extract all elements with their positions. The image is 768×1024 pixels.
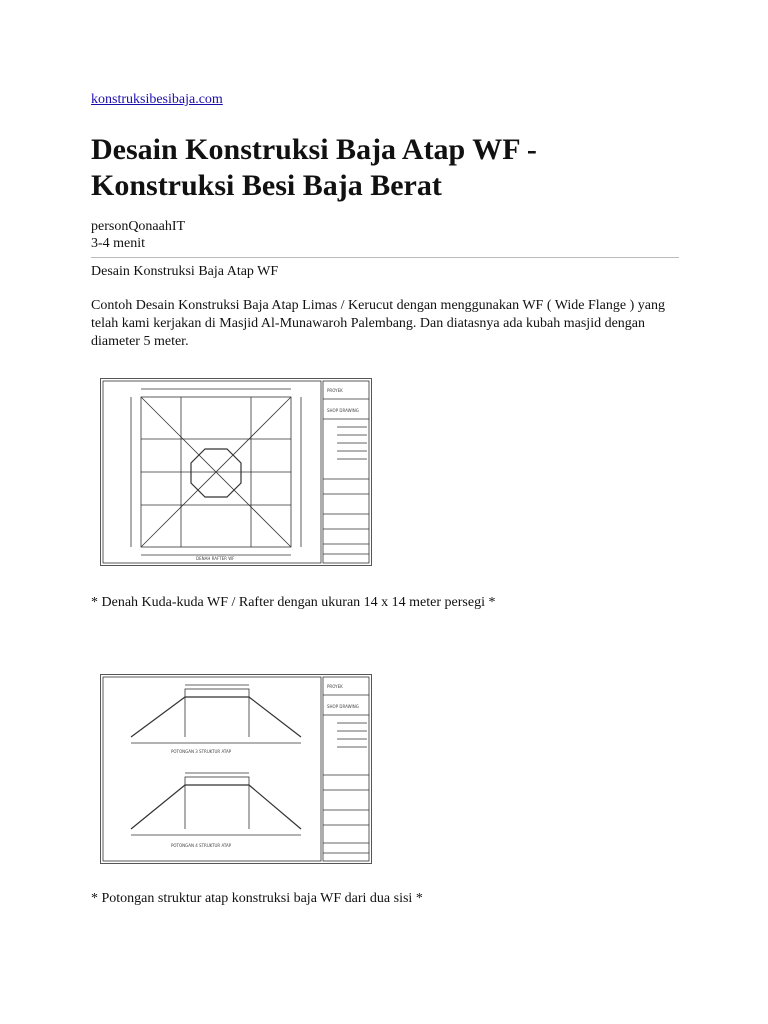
read-time: 3-4 menit [91,236,146,251]
roof-section-drawing [100,674,372,864]
svg-text:DENAH RAFTER WF: DENAH RAFTER WF [196,556,235,561]
roof-plan-svg [101,379,371,565]
divider [91,257,679,258]
svg-text:POTONGAN 3 STRUKTUR ATAP: POTONGAN 3 STRUKTUR ATAP [171,749,232,754]
article-title: Desain Konstruksi Baja Atap WF - Konstruksi Besi Baja Berat [91,133,537,202]
svg-text:SHOP DRAWING: SHOP DRAWING [327,704,359,709]
figure-1-caption: * Denah Kuda-kuda WF / Rafter dengan ukuran 14 x 14 meter persegi * [91,595,496,610]
roof-section-svg [101,675,371,863]
article-intro: Contoh Desain Konstruksi Baja Atap Limas / Kerucut dengan menggunakan WF ( Wide Flange ) yang telah kami kerjakan di Masjid Al-Munawaroh Palembang. Dan diatasnya ada kubah masjid dengan diameter 5 meter. [91,298,665,349]
source-link[interactable]: konstruksibesibaja.com [91,92,223,107]
svg-text:PROYEK: PROYEK [327,388,343,393]
svg-text:SHOP DRAWING: SHOP DRAWING [327,408,359,413]
article-author: personQonaahIT [91,219,186,234]
article-subheading: Desain Konstruksi Baja Atap WF [91,264,279,279]
roof-plan-drawing [100,378,372,566]
svg-text:POTONGAN 4 STRUKTUR ATAP: POTONGAN 4 STRUKTUR ATAP [171,843,232,848]
svg-text:PROYEK: PROYEK [327,684,343,689]
figure-2-caption: * Potongan struktur atap konstruksi baja WF dari dua sisi * [91,891,423,906]
